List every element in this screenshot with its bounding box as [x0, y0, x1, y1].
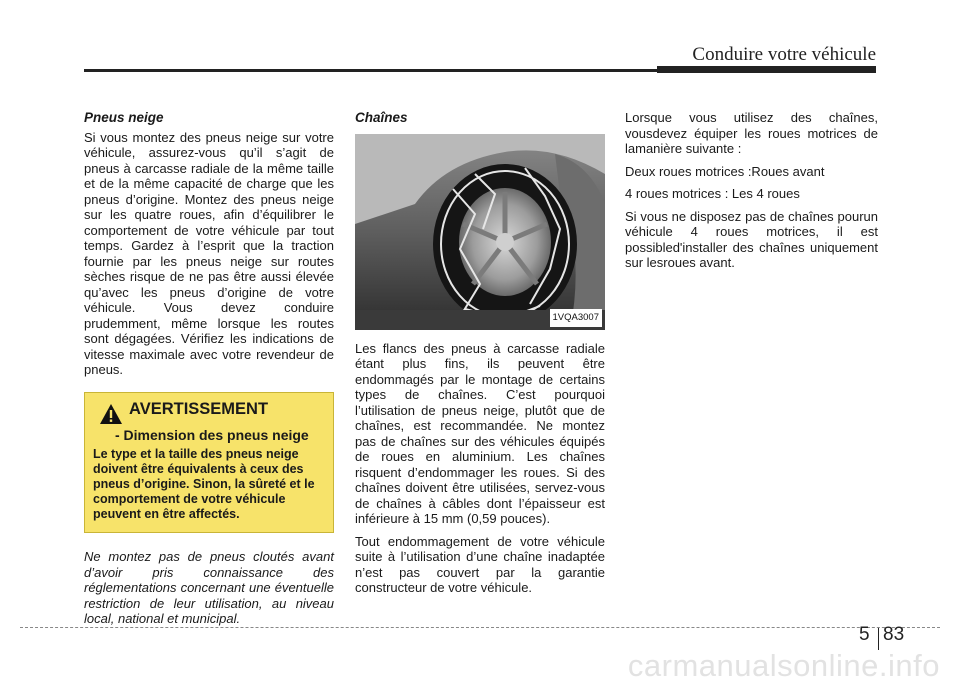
- heading-chains: Chaînes: [355, 110, 408, 125]
- column-left: [84, 110, 334, 634]
- tire-chain-illustration: [355, 134, 605, 330]
- image-code-label: 1VQA3007: [550, 309, 602, 327]
- warning-title: AVERTISSEMENT: [129, 399, 269, 418]
- warning-header: [93, 401, 325, 425]
- page-number: 83: [883, 624, 905, 645]
- four-wheel-drive-line: 4 roues motrices : Les 4 roues: [625, 186, 800, 201]
- chapter-number: 5: [859, 624, 870, 645]
- chains-paragraph-2: Tout endommagement de votre véhicule suite à l’utilisation d’une chaîne inadaptée n’est pas couvert par la garantie constructeur de votre véhicule.: [355, 533, 605, 595]
- four-wheel-drive-note: Si vous ne disposez pas de chaînes pourun véhicule 4 roues motrices, il est possibled'installer des chaînes uniquement sur lesroues avant.: [625, 208, 878, 270]
- page-number-separator: [878, 628, 879, 650]
- tire-chain-photo: [355, 134, 605, 330]
- warning-triangle-icon: [99, 403, 123, 425]
- heading-snow-tires: Pneus neige: [84, 110, 164, 125]
- chains-paragraph-1: Les flancs des pneus à carcasse radiale étant plus fins, ils peuvent être endommagés par le montage de certains types de chaînes. C’est pourquoi l’utilisation de pneus neige, plutôt que de chaînes, est recommandée. Ne montez pas de chaînes sur des véhicules équipés de roues en aluminium. Les chaînes risquent d’endommager les roues. Si des chaînes doivent être utilisées, servez-vous de chaînes à câbles dont l’épaisseur est inférieure à 15 mm (0,59 pouces).: [355, 340, 605, 526]
- column-right: [625, 110, 878, 278]
- watermark: carmanualsonline.info: [627, 648, 940, 683]
- section-title: Conduire votre véhicule: [692, 44, 876, 65]
- column-middle: [355, 110, 605, 603]
- warning-box: [84, 392, 334, 534]
- drive-wheels-intro: Lorsque vous utilisez des chaînes, vousdevez équiper les roues motrices de lamanière suivante :: [625, 110, 878, 156]
- warning-subtitle: - Dimension des pneus neige: [115, 426, 309, 443]
- header-rule-accent: [657, 66, 876, 73]
- studded-tires-note: Ne montez pas de pneus cloutés avant d’avoir pris connaissance des réglementations concernant une éventuelle restriction de leur utilisation, au niveau local, national et municipal.: [84, 549, 334, 626]
- snow-tires-paragraph: Si vous montez des pneus neige sur votre véhicule, assurez-vous qu’il s’agit de pneus à carcasse radiale de la même taille et de la même capacité de charge que les pneus d’origine. Montez des pneus neige sur les quatre roues, afin d’équilibrer le comportement de votre véhicule par tout temps. Gardez à l’esprit que la traction fournie par les pneus neige sur routes sèches risque de ne pas être aussi élevée qu’avec les pneus d’origine de votre véhicule. Vous devez conduire prudemment, même lorsque les routes sont dégagées. Vérifiez les indications de vitesse maximale avec votre revendeur de pneus.: [84, 129, 334, 377]
- two-wheel-drive-line: Deux roues motrices :Roues avant: [625, 163, 825, 179]
- footer-rule: [20, 627, 940, 628]
- warning-body: Le type et la taille des pneus neige doivent être équivalents à ceux des pneus d’origine. Sinon, la sûreté et le comportement de votre véhicule peuvent en être affectés.: [93, 447, 315, 521]
